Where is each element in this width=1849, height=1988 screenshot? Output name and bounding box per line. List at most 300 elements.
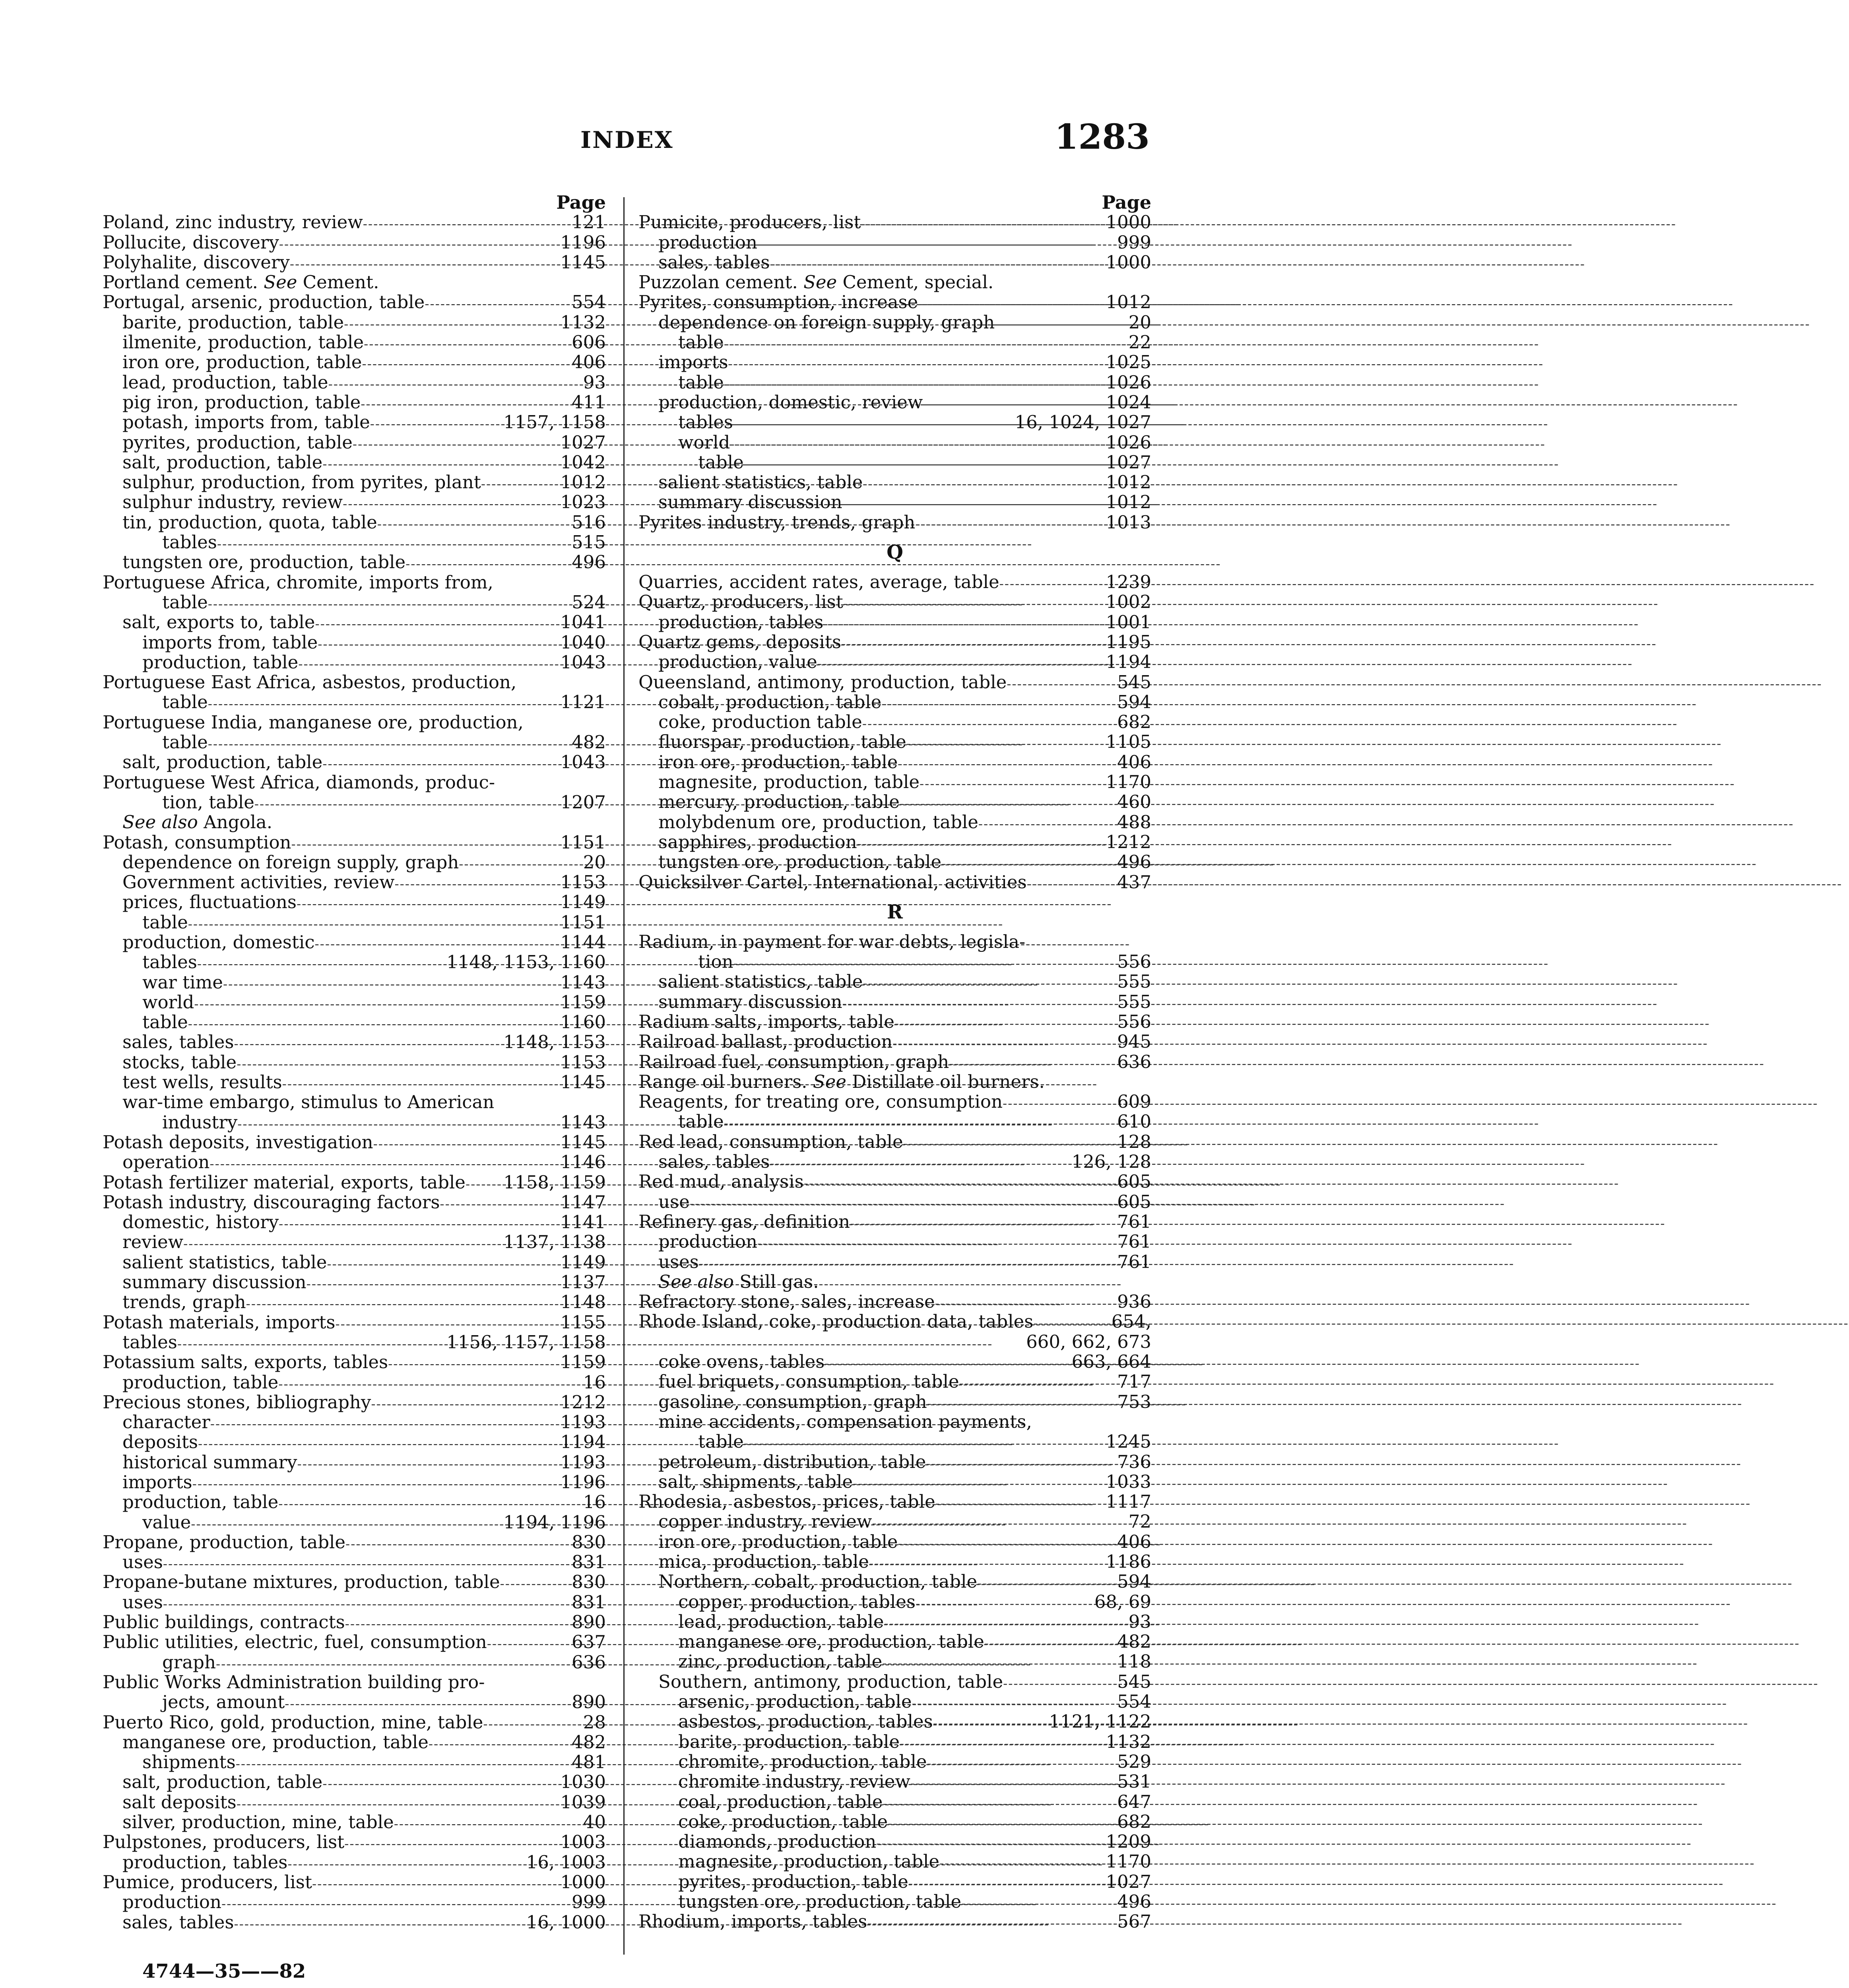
section-letter: Q xyxy=(887,541,903,564)
dot-leader xyxy=(884,1612,1125,1633)
entry-page-ref: 1137 xyxy=(560,1272,606,1293)
dot-leader xyxy=(900,792,1114,813)
index-entry xyxy=(638,313,1151,332)
dot-leader xyxy=(770,1152,1068,1173)
entry-term: Polyhalite, discovery xyxy=(103,251,290,273)
dot-leader xyxy=(345,1612,568,1634)
entry-page-ref: 1155 xyxy=(560,1311,606,1333)
index-entry xyxy=(103,1412,606,1432)
dot-leader xyxy=(935,1492,1103,1513)
index-entry xyxy=(638,692,1151,712)
dot-leader xyxy=(177,1332,443,1354)
entry-term: Quicksilver Cartel, International, activities xyxy=(638,871,1027,893)
dot-leader xyxy=(863,972,1114,993)
dot-leader xyxy=(208,592,568,614)
dot-leader xyxy=(237,1112,557,1134)
index-entry xyxy=(103,1512,606,1532)
entry-page-ref: 594 xyxy=(1117,1571,1151,1592)
entry-term: production, tables xyxy=(658,611,824,633)
dot-leader xyxy=(730,433,1102,454)
entry-term: production, domestic, review xyxy=(658,391,923,413)
index-entry xyxy=(638,1692,1151,1712)
entry-term: production, value xyxy=(658,651,817,673)
entry-term: Reagents, for treating ore, consumption xyxy=(638,1091,1003,1112)
entry-term: summary discussion xyxy=(658,491,842,513)
index-entry xyxy=(638,1612,1151,1632)
entry-term: pig iron, production, table xyxy=(122,391,361,413)
dot-leader xyxy=(916,1592,1091,1613)
entry-term: table xyxy=(162,732,208,753)
entry-term: operation xyxy=(122,1151,210,1173)
index-entry xyxy=(103,1812,606,1832)
entry-page-ref: 936 xyxy=(1117,1291,1151,1312)
entry-term: mica, production, table xyxy=(658,1551,869,1572)
entry-term: salient statistics, table xyxy=(122,1251,327,1273)
dot-leader xyxy=(861,212,1102,234)
index-entry xyxy=(103,1572,606,1592)
entry-term: Refractory stone, sales, increase xyxy=(638,1291,935,1312)
dot-leader xyxy=(894,1012,1114,1033)
entry-page-ref: 761 xyxy=(1117,1231,1151,1252)
index-entry xyxy=(638,1432,1151,1452)
index-entry xyxy=(103,492,606,512)
index-entry xyxy=(103,952,606,972)
index-entry xyxy=(103,1852,606,1872)
entry-term: table xyxy=(678,1111,724,1132)
entry-page-ref: 1000 xyxy=(560,1871,606,1893)
index-entry xyxy=(103,1772,606,1792)
dot-leader xyxy=(287,1852,523,1874)
dot-leader xyxy=(291,833,557,854)
entry-page-ref: 1137, 1138 xyxy=(503,1231,606,1253)
entry-page-ref: 999 xyxy=(572,1891,606,1913)
entry-page-ref: 1153 xyxy=(560,872,606,893)
entry-page-ref: 555 xyxy=(1117,991,1151,1012)
entry-page-ref: 1153 xyxy=(560,1051,606,1073)
entry-term: Pyrites industry, trends, graph xyxy=(638,511,916,533)
entry-page-ref: 1148, 1153 xyxy=(503,1031,606,1053)
index-entry xyxy=(103,1832,606,1852)
index-entry xyxy=(638,1732,1151,1752)
index-entry xyxy=(103,433,606,452)
index-entry xyxy=(103,532,606,552)
index-entry xyxy=(103,1173,606,1192)
entry-term: graph xyxy=(162,1651,216,1673)
entry-term: tion xyxy=(698,951,733,973)
entry-term: Red lead, consumption, table xyxy=(638,1131,903,1152)
entry-page-ref: 531 xyxy=(1117,1771,1151,1792)
entry-page-ref: 1012 xyxy=(1106,491,1151,513)
entry-page-ref: 682 xyxy=(1117,711,1151,733)
entry-term: summary discussion xyxy=(122,1272,307,1293)
entry-page-ref: 637 xyxy=(572,1631,606,1653)
index-entry: Portuguese West Africa, diamonds, produc- xyxy=(103,771,495,793)
entry-page-ref: 1209 xyxy=(1106,1831,1151,1852)
index-entry xyxy=(638,1872,1151,1892)
dot-leader xyxy=(373,1132,557,1154)
dot-leader xyxy=(850,1212,1114,1233)
entry-page-ref: 128 xyxy=(1117,1131,1151,1152)
entry-term: prices, fluctuations xyxy=(122,891,297,913)
dot-leader xyxy=(459,852,580,874)
index-entry xyxy=(103,1332,606,1352)
index-entry xyxy=(103,1072,606,1092)
entry-term: dependence on foreign supply, graph xyxy=(658,311,995,333)
entry-term: uses xyxy=(122,1551,163,1573)
entry-page-ref: 1041 xyxy=(560,612,606,633)
index-entry xyxy=(638,672,1151,692)
entry-page-ref: 554 xyxy=(1117,1691,1151,1712)
index-entry xyxy=(103,1492,606,1512)
dot-leader xyxy=(733,412,1012,434)
entry-page-ref: 1121 xyxy=(560,691,606,713)
index-entry: Portuguese East Africa, asbestos, production, xyxy=(103,672,517,693)
entry-page-ref: 524 xyxy=(572,591,606,613)
entry-page-ref: 545 xyxy=(1117,671,1151,693)
dot-leader xyxy=(935,1292,1114,1313)
dot-leader xyxy=(344,1832,557,1854)
entry-term: iron ore, production, table xyxy=(658,751,898,773)
index-entry: See also Angola. xyxy=(122,812,273,833)
entry-term: imports from, table xyxy=(142,631,318,653)
entry-term: pyrites, production, table xyxy=(678,1871,908,1892)
entry-page-ref: 1193 xyxy=(560,1411,606,1433)
entry-page-ref: 890 xyxy=(572,1611,606,1633)
entry-term: character xyxy=(122,1411,210,1433)
page-column-heading: Page xyxy=(1102,192,1151,213)
entry-term: table xyxy=(698,451,744,473)
dot-leader xyxy=(941,852,1114,874)
entry-term: table xyxy=(678,371,724,393)
entry-term: review xyxy=(122,1231,184,1253)
index-entry xyxy=(103,692,606,712)
index-entry xyxy=(103,1632,606,1652)
index-entry xyxy=(638,212,1151,232)
dot-leader xyxy=(898,1532,1114,1553)
entry-term: world xyxy=(678,431,730,453)
dot-leader xyxy=(254,792,557,814)
dot-leader xyxy=(882,1652,1114,1673)
index-entry xyxy=(103,1532,606,1552)
index-entry xyxy=(103,992,606,1012)
entry-term: tungsten ore, production, table xyxy=(678,1891,962,1912)
entry-page-ref: 1170 xyxy=(1106,771,1151,793)
entry-page-ref: 16, 1024, 1027 xyxy=(1015,412,1151,433)
index-entry xyxy=(638,872,1151,892)
dot-leader xyxy=(857,832,1103,854)
entry-term: Northern, cobalt, production, table xyxy=(658,1571,978,1592)
entry-page-ref: 482 xyxy=(572,1731,606,1753)
index-entry xyxy=(638,752,1151,772)
index-entry xyxy=(103,912,606,932)
dot-leader xyxy=(959,1372,1114,1393)
entry-page-ref: 555 xyxy=(1117,971,1151,992)
entry-term: Quarries, accident rates, average, table xyxy=(638,571,999,593)
entry-term: production xyxy=(122,1891,221,1913)
index-entry xyxy=(103,1152,606,1172)
dot-leader xyxy=(363,212,568,234)
index-entry xyxy=(638,1352,1151,1372)
index-entry xyxy=(638,1752,1151,1772)
index-entry xyxy=(103,1312,606,1332)
index-entry xyxy=(638,1492,1151,1512)
entry-page-ref: 1027 xyxy=(1106,451,1151,473)
page-number: 1283 xyxy=(1054,117,1150,157)
dot-leader xyxy=(208,732,568,754)
dot-leader xyxy=(216,1652,568,1674)
entry-page-ref: 1012 xyxy=(1106,291,1151,313)
entry-term: trends, graph xyxy=(122,1291,246,1313)
entry-page-ref: 890 xyxy=(572,1691,606,1713)
index-entry xyxy=(638,1512,1151,1532)
entry-page-ref: 515 xyxy=(572,532,606,553)
dot-leader xyxy=(999,572,1103,594)
entry-term: Propane, production, table xyxy=(103,1531,346,1553)
entry-page-ref: 682 xyxy=(1117,1811,1151,1832)
entry-term: cobalt, production, table xyxy=(658,691,882,712)
index-entry xyxy=(103,1112,606,1132)
dot-leader xyxy=(862,712,1114,734)
dot-leader xyxy=(733,952,1114,973)
index-entry xyxy=(638,1912,1151,1932)
entry-page-ref: 831 xyxy=(572,1551,606,1573)
index-column-right xyxy=(638,192,1151,1932)
dot-leader xyxy=(744,1432,1103,1453)
entry-page-ref: 1151 xyxy=(560,911,606,933)
index-entry xyxy=(638,252,1151,272)
entry-term: Railroad ballast, production xyxy=(638,1031,893,1052)
index-entry xyxy=(638,1452,1151,1472)
index-entry xyxy=(103,292,606,312)
entry-page-ref: 567 xyxy=(1117,1911,1151,1932)
dot-leader xyxy=(336,1312,557,1334)
index-entry xyxy=(103,513,606,532)
entry-term: magnesite, production, table xyxy=(658,771,920,793)
entry-term: ilmenite, production, table xyxy=(122,332,364,353)
dot-leader xyxy=(892,1032,1114,1053)
entry-page-ref: 605 xyxy=(1117,1171,1151,1192)
entry-term: salt, exports to, table xyxy=(122,612,315,633)
dot-leader xyxy=(223,973,557,994)
dot-leader xyxy=(278,1373,580,1394)
entry-term: summary discussion xyxy=(658,991,842,1012)
entry-term: uses xyxy=(122,1591,163,1613)
entry-page-ref: 460 xyxy=(1117,791,1151,813)
entry-term: test wells, results xyxy=(122,1072,282,1093)
dot-leader xyxy=(867,1912,1114,1933)
index-entry xyxy=(638,1672,1151,1692)
entry-page-ref: 93 xyxy=(583,371,606,393)
entry-page-ref: 1212 xyxy=(1106,831,1151,852)
dot-leader xyxy=(394,1812,580,1834)
entry-term: salt, production, table xyxy=(122,1771,323,1793)
entry-page-ref: 1195 xyxy=(1106,631,1151,652)
entry-term: sales, tables xyxy=(122,1911,234,1933)
entry-term: coke ovens, tables xyxy=(658,1351,825,1373)
index-entry xyxy=(103,212,606,232)
index-entry xyxy=(103,332,606,352)
entry-page-ref: 406 xyxy=(1117,751,1151,773)
entry-page-ref: 529 xyxy=(1117,1751,1151,1772)
entry-term: sales, tables xyxy=(122,1031,234,1053)
dot-leader xyxy=(903,1132,1114,1153)
dot-leader xyxy=(188,1012,557,1034)
index-entry xyxy=(638,472,1151,492)
entry-page-ref: 20 xyxy=(1128,311,1151,333)
entry-term: Puerto Rico, gold, production, mine, table xyxy=(103,1711,483,1733)
dot-leader xyxy=(429,1732,568,1754)
entry-term: manganese ore, production, table xyxy=(122,1731,429,1753)
entry-page-ref: 1145 xyxy=(560,251,606,273)
dot-leader xyxy=(371,1392,557,1414)
entry-page-ref: 496 xyxy=(1117,1891,1151,1912)
dot-leader xyxy=(918,292,1102,314)
dot-leader xyxy=(915,513,1102,534)
index-entry xyxy=(103,1132,606,1152)
entry-page-ref: 1193 xyxy=(560,1451,606,1473)
index-entry xyxy=(638,1712,1151,1732)
index-entry xyxy=(638,392,1151,412)
entry-term: coal, production, table xyxy=(678,1791,883,1812)
dot-leader xyxy=(1003,1092,1114,1113)
entry-term: salient statistics, table xyxy=(658,472,863,493)
index-entry xyxy=(638,952,1151,972)
entry-page-ref: 1149 xyxy=(560,891,606,913)
dot-leader xyxy=(377,513,568,534)
dot-leader xyxy=(724,332,1125,354)
entry-page-ref: 830 xyxy=(572,1531,606,1553)
entry-page-ref: 1157, 1158 xyxy=(503,412,606,433)
dot-leader xyxy=(500,1572,568,1594)
index-entry: Portuguese India, manganese ore, production, xyxy=(103,711,524,733)
dot-leader xyxy=(926,1452,1114,1474)
dot-leader xyxy=(327,1252,557,1274)
entry-term: magnesite, production, table xyxy=(678,1851,940,1872)
index-entry xyxy=(103,233,606,252)
entry-page-ref: 1196 xyxy=(560,1472,606,1493)
index-column-left xyxy=(103,192,606,1932)
dot-leader xyxy=(370,412,501,434)
entry-term: table xyxy=(678,332,724,353)
entry-page-ref: 1144 xyxy=(560,931,606,953)
dot-leader xyxy=(978,812,1114,834)
entry-page-ref: 1148 xyxy=(560,1291,606,1313)
index-entry xyxy=(103,452,606,472)
dot-leader xyxy=(927,1752,1114,1773)
index-entry xyxy=(638,1652,1151,1672)
index-entry xyxy=(103,732,606,752)
entry-term: table xyxy=(142,911,188,933)
dot-leader xyxy=(906,732,1103,753)
dot-leader xyxy=(362,352,568,374)
dot-leader xyxy=(1033,1312,1108,1333)
dot-leader xyxy=(425,292,568,314)
dot-leader xyxy=(728,352,1103,374)
index-entry xyxy=(638,452,1151,472)
index-entry xyxy=(103,1192,606,1212)
entry-page-ref: 118 xyxy=(1117,1651,1151,1672)
index-entry xyxy=(103,472,606,492)
dot-leader xyxy=(282,1072,557,1094)
dot-leader xyxy=(279,233,557,254)
entry-term: molybdenum ore, production, table xyxy=(658,811,978,833)
entry-term: Pumice, producers, list xyxy=(103,1871,312,1893)
entry-page-ref: 609 xyxy=(1117,1091,1151,1112)
entry-page-ref: 545 xyxy=(1117,1671,1151,1692)
dot-leader xyxy=(395,872,557,894)
entry-term: diamonds, production xyxy=(678,1831,877,1852)
index-entry: 660, 662, 673 xyxy=(1026,1331,1151,1352)
entry-page-ref: 1026 xyxy=(1106,371,1151,393)
index-entry xyxy=(638,1772,1151,1792)
dot-leader xyxy=(1027,872,1114,894)
entry-term: sales, tables xyxy=(658,251,770,273)
entry-term: Public buildings, contracts xyxy=(103,1611,345,1633)
index-entry xyxy=(103,1392,606,1412)
entry-page-ref: 1146 xyxy=(560,1151,606,1173)
entry-term: tungsten ore, production, table xyxy=(122,551,406,573)
entry-term: deposits xyxy=(122,1431,198,1453)
entry-page-ref: 1030 xyxy=(560,1771,606,1793)
dot-leader xyxy=(724,1112,1114,1133)
index-entry xyxy=(638,972,1151,992)
entry-page-ref: 1003 xyxy=(560,1831,606,1853)
index-entry: Radium, in payment for war debts, legisla- xyxy=(638,931,1026,952)
index-entry: mine accidents, compensation payments, xyxy=(658,1411,1032,1432)
dot-leader xyxy=(804,1172,1114,1193)
index-entry xyxy=(638,1852,1151,1872)
entry-page-ref: 1121, 1122 xyxy=(1049,1711,1151,1732)
dot-leader xyxy=(876,1832,1102,1853)
entry-term: stocks, table xyxy=(122,1051,237,1073)
entry-page-ref: 1026 xyxy=(1106,431,1151,453)
entry-term: Rhodium, imports, tables xyxy=(638,1911,867,1932)
dot-leader xyxy=(481,472,557,494)
dot-leader xyxy=(939,1852,1102,1873)
entry-page-ref: 1033 xyxy=(1106,1471,1151,1492)
dot-leader xyxy=(933,1712,1046,1733)
entry-term: barite, production, table xyxy=(678,1731,900,1752)
dot-leader xyxy=(949,1052,1114,1074)
index-entry xyxy=(638,1392,1151,1412)
index-entry xyxy=(638,373,1151,392)
index-entry xyxy=(103,652,606,672)
entry-page-ref: 28 xyxy=(583,1711,606,1733)
index-entry: Portland cement. See Cement. xyxy=(103,272,379,293)
dot-leader xyxy=(328,373,580,394)
dot-leader xyxy=(869,1552,1102,1573)
index-entry xyxy=(103,633,606,652)
dot-leader xyxy=(297,892,557,914)
entry-term: tungsten ore, production, table xyxy=(658,851,942,873)
entry-page-ref: 1160 xyxy=(560,1011,606,1033)
entry-term: salt, production, table xyxy=(122,451,323,473)
entry-term: tables xyxy=(122,1331,177,1353)
entry-page-ref: 1148, 1153, 1160 xyxy=(446,951,606,973)
entry-page-ref: 1002 xyxy=(1106,591,1151,613)
index-entry xyxy=(103,1592,606,1612)
entry-page-ref: 68, 69 xyxy=(1094,1591,1151,1612)
entry-term: imports xyxy=(658,351,728,373)
index-entry xyxy=(103,252,606,272)
entry-page-ref: 1212 xyxy=(560,1391,606,1413)
index-entry xyxy=(638,1232,1151,1252)
entry-page-ref: 481 xyxy=(572,1751,606,1773)
index-entry xyxy=(638,1552,1151,1572)
index-entry xyxy=(103,592,606,612)
entry-page-ref: 654, xyxy=(1111,1311,1151,1332)
index-entry xyxy=(103,352,606,372)
